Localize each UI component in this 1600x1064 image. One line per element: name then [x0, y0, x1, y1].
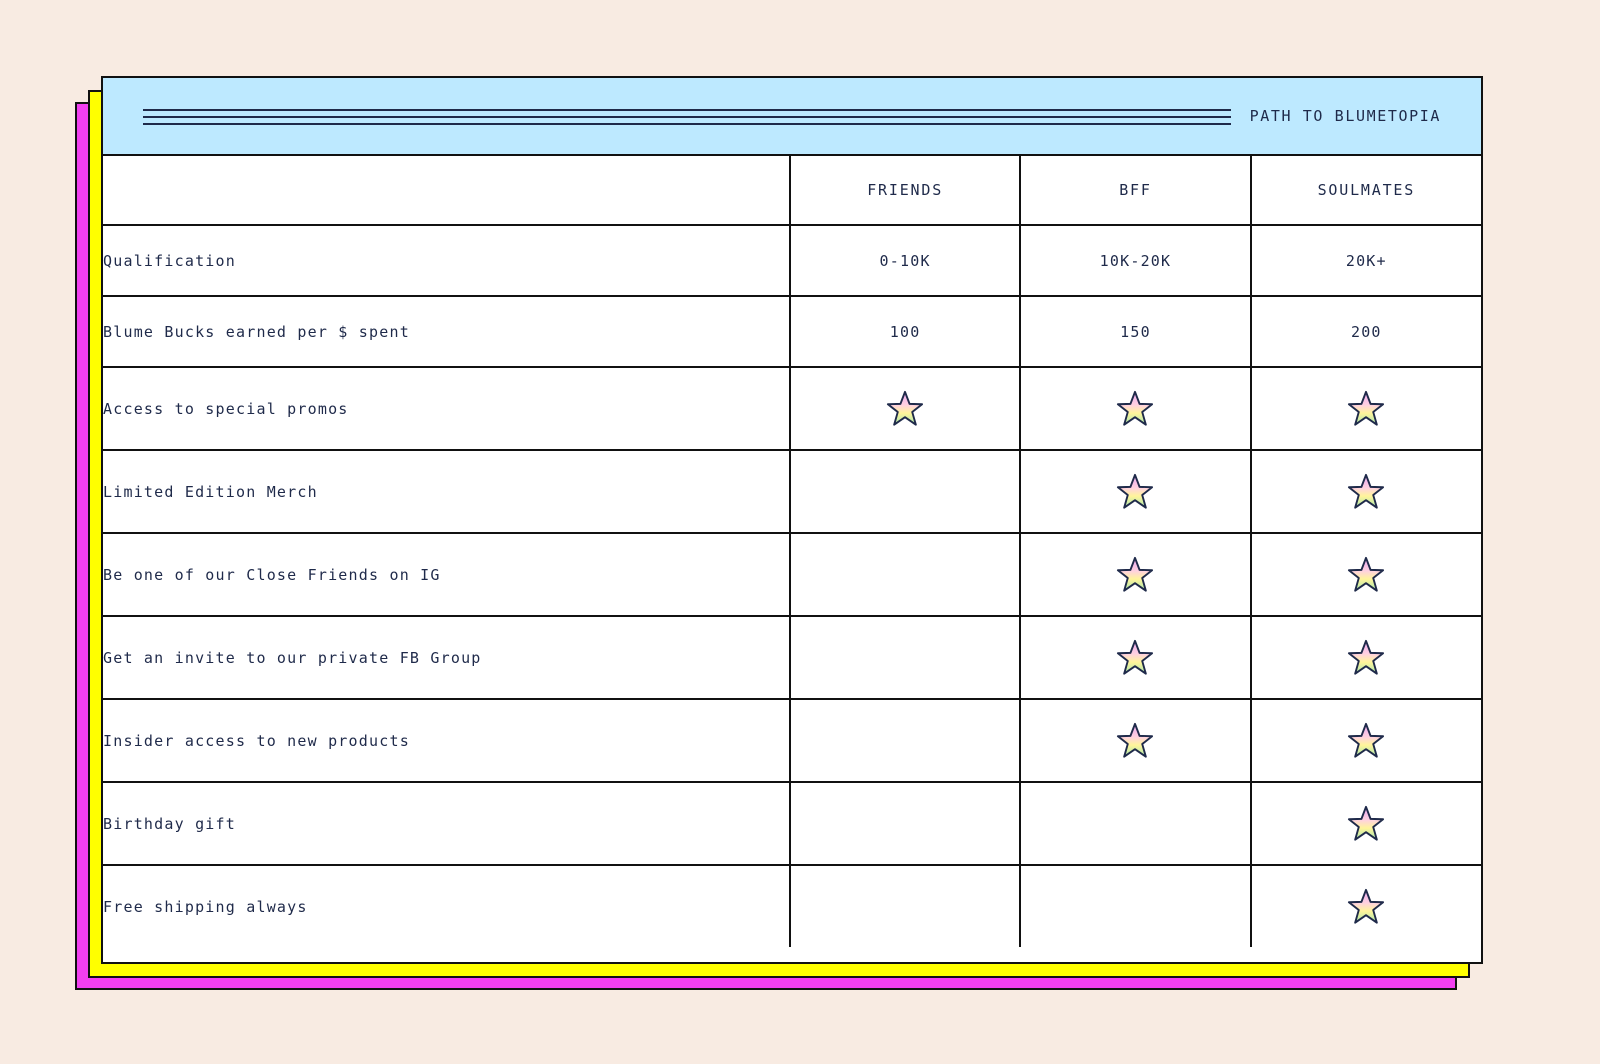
benefit-cell-soulmates: [1251, 782, 1481, 865]
benefit-cell-soulmates: [1251, 616, 1481, 699]
row-label: Access to special promos: [103, 367, 790, 450]
rainbow-star-icon: [1116, 473, 1154, 511]
cell-value-bff: 150: [1020, 296, 1250, 367]
benefit-cell-friends: [790, 367, 1020, 450]
benefit-cell-friends: [790, 533, 1020, 616]
rainbow-star-icon: [1116, 722, 1154, 760]
cell-value-friends: 0-10K: [790, 225, 1020, 296]
rainbow-star-icon: [1116, 556, 1154, 594]
tier-header-soulmates: SOULMATES: [1251, 156, 1481, 225]
row-label: Insider access to new products: [103, 699, 790, 782]
benefit-cell-bff: [1020, 450, 1250, 533]
benefit-cell-bff: [1020, 699, 1250, 782]
rainbow-star-icon: [886, 390, 924, 428]
benefit-cell-soulmates: [1251, 450, 1481, 533]
table-row: [103, 616, 1481, 699]
benefit-cell-soulmates: [1251, 699, 1481, 782]
cell-value-bff: 10K-20K: [1020, 225, 1250, 296]
tier-header-bff: BFF: [1020, 156, 1250, 225]
rainbow-star-icon: [1347, 722, 1385, 760]
table-header-row: [103, 156, 1481, 225]
table-row: [103, 367, 1481, 450]
rainbow-star-icon: [1116, 390, 1154, 428]
benefit-cell-friends: [790, 699, 1020, 782]
benefit-cell-friends: [790, 450, 1020, 533]
table-row-qualification: [103, 225, 1481, 296]
rainbow-star-icon: [1347, 556, 1385, 594]
header-empty-cell: [103, 156, 790, 225]
table-row: [103, 782, 1481, 865]
benefit-cell-friends: [790, 782, 1020, 865]
row-label: Qualification: [103, 225, 790, 296]
cell-value-friends: 100: [790, 296, 1020, 367]
table-row: [103, 865, 1481, 947]
benefit-cell-friends: [790, 865, 1020, 947]
row-label: Get an invite to our private FB Group: [103, 616, 790, 699]
rainbow-star-icon: [1347, 805, 1385, 843]
benefit-cell-soulmates: [1251, 865, 1481, 947]
row-label: Be one of our Close Friends on IG: [103, 533, 790, 616]
row-label: Free shipping always: [103, 865, 790, 947]
rainbow-star-icon: [1347, 888, 1385, 926]
benefit-cell-friends: [790, 616, 1020, 699]
tier-header-friends: FRIENDS: [790, 156, 1020, 225]
table-row: [103, 699, 1481, 782]
tier-comparison-table: [103, 156, 1481, 947]
rainbow-star-icon: [1116, 639, 1154, 677]
table-row: [103, 533, 1481, 616]
table-row-blume-bucks: [103, 296, 1481, 367]
membership-tier-card: [101, 76, 1483, 964]
row-label: Birthday gift: [103, 782, 790, 865]
benefit-cell-bff: [1020, 367, 1250, 450]
benefit-cell-bff: [1020, 533, 1250, 616]
benefit-cell-bff: [1020, 782, 1250, 865]
row-label: Limited Edition Merch: [103, 450, 790, 533]
benefit-cell-bff: [1020, 616, 1250, 699]
rainbow-star-icon: [1347, 390, 1385, 428]
rainbow-star-icon: [1347, 639, 1385, 677]
rainbow-star-icon: [1347, 473, 1385, 511]
table-row: [103, 450, 1481, 533]
card-header: [103, 78, 1481, 156]
row-label: Blume Bucks earned per $ spent: [103, 296, 790, 367]
benefit-cell-soulmates: [1251, 533, 1481, 616]
cell-value-soulmates: 200: [1251, 296, 1481, 367]
benefit-cell-bff: [1020, 865, 1250, 947]
cell-value-soulmates: 20K+: [1251, 225, 1481, 296]
header-decorative-lines: [143, 109, 1231, 125]
header-title: PATH TO BLUMETOPIA: [1249, 107, 1441, 125]
benefit-cell-soulmates: [1251, 367, 1481, 450]
